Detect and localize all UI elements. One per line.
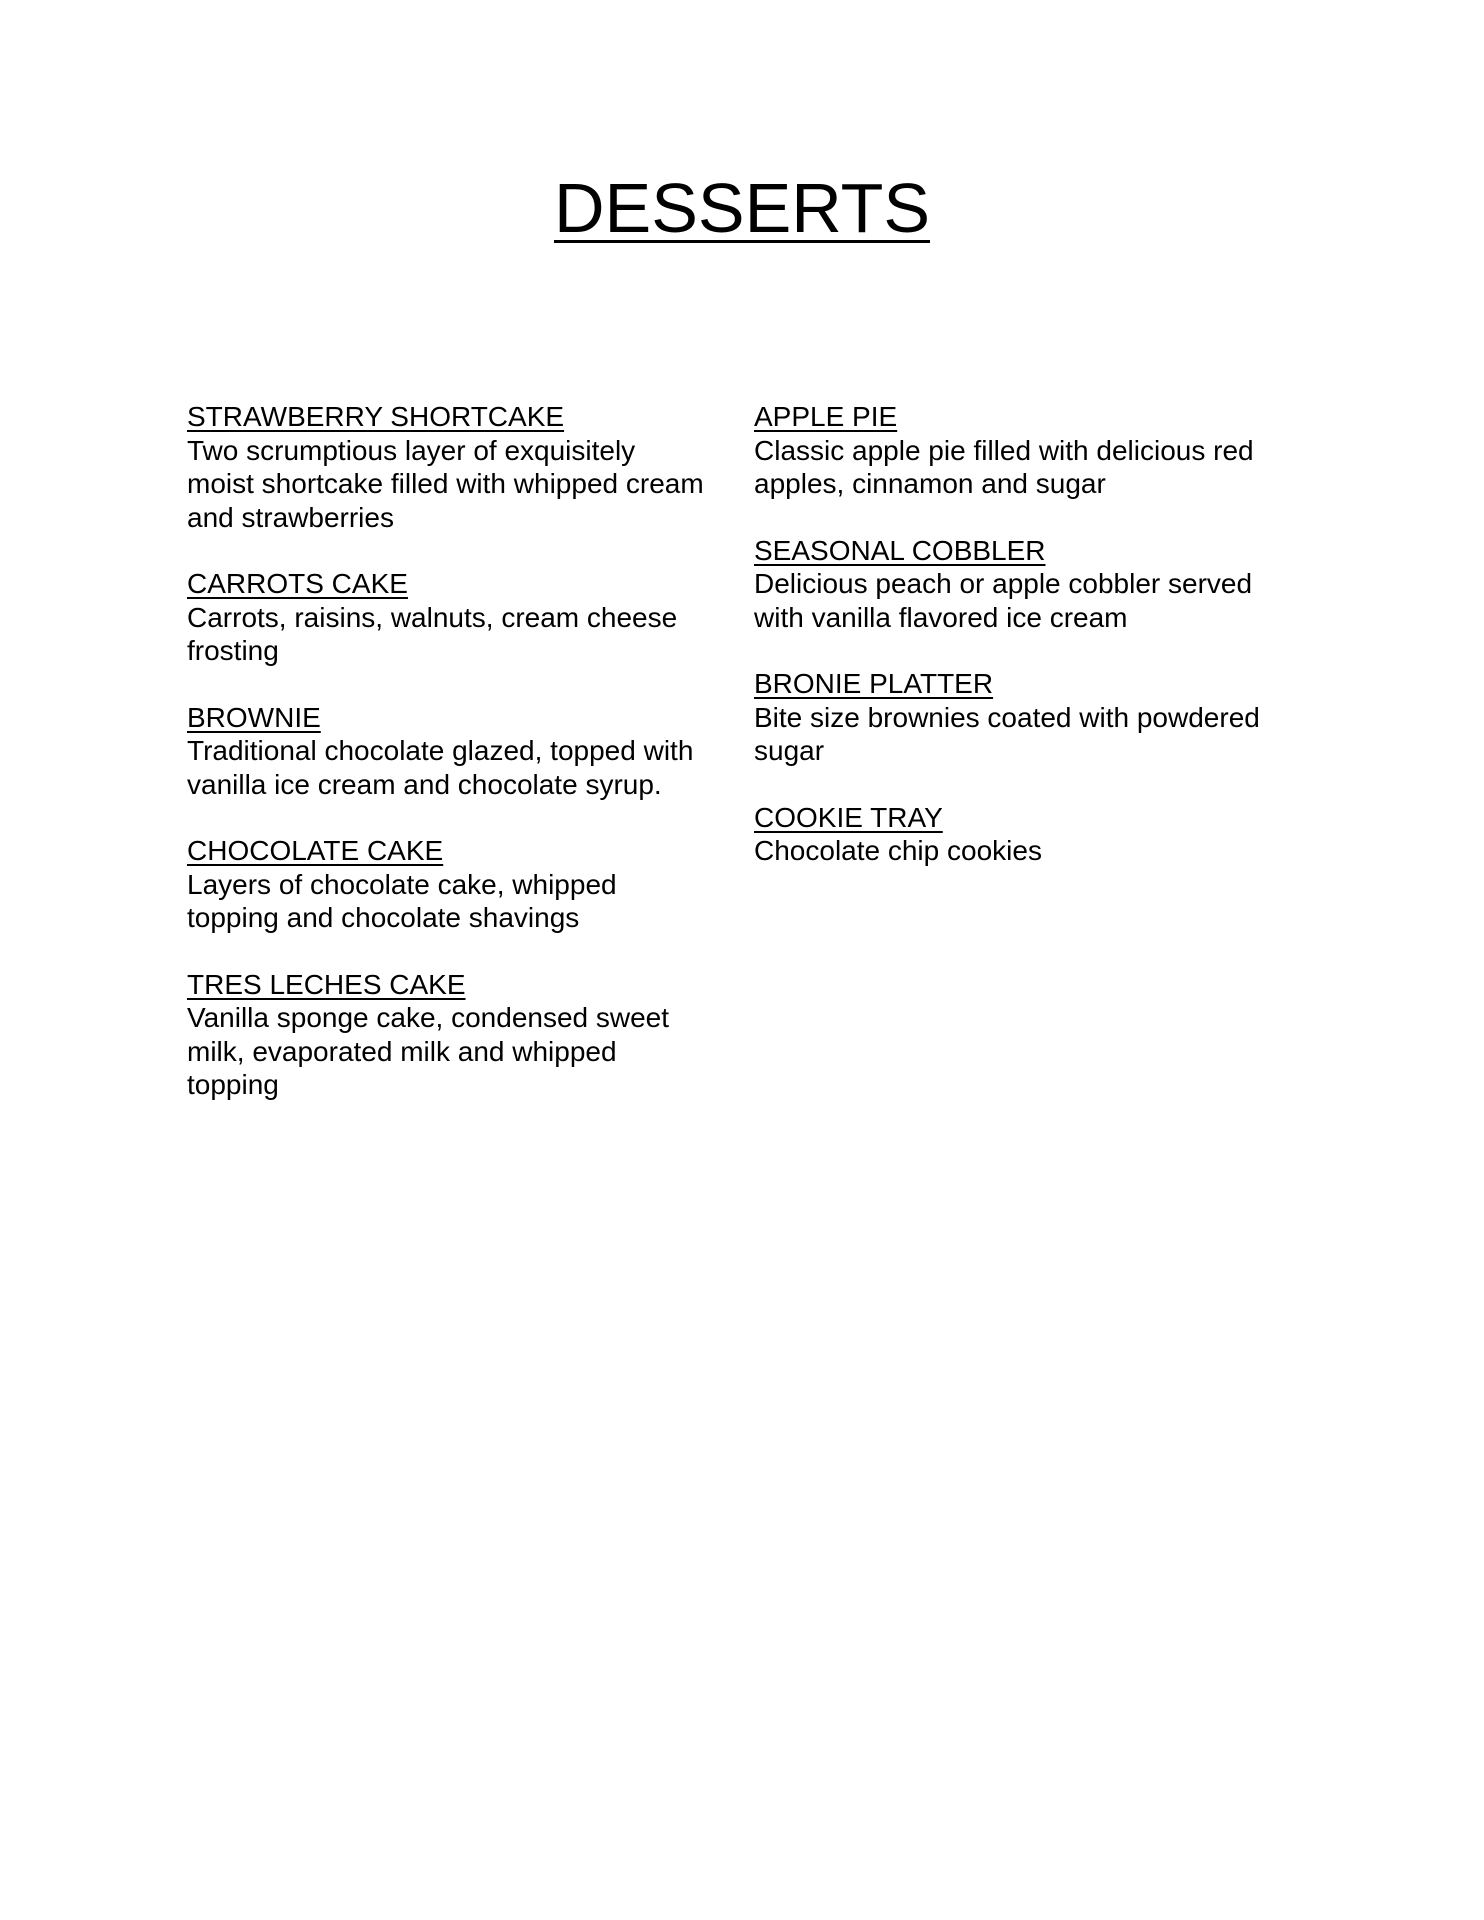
page-title-text: DESSERTS xyxy=(553,169,931,247)
menu-item xyxy=(187,567,737,668)
menu-item-desc-line: Two scrumptious layer of exquisitely xyxy=(187,434,636,466)
menu-item xyxy=(754,400,1304,501)
menu-item-desc-line: topping xyxy=(187,1069,279,1100)
menu-item-desc-line: Delicious peach or apple cobbler served xyxy=(754,568,1253,599)
menu-item-name: BROWNIE xyxy=(187,701,321,733)
menu-item-desc-line: Layers of chocolate cake, whipped xyxy=(187,868,617,900)
menu-item-desc-line: topping and chocolate shavings xyxy=(187,902,580,933)
menu-item-name: SEASONAL COBBLER xyxy=(754,534,1046,566)
menu-item xyxy=(754,801,1304,868)
menu-item-name: STRAWBERRY SHORTCAKE xyxy=(187,401,565,432)
menu-item-name: CARROTS CAKE xyxy=(187,568,408,599)
menu-item-desc-line: milk, evaporated milk and whipped xyxy=(187,1035,617,1067)
menu-item xyxy=(187,834,737,935)
menu-item-desc-line: Carrots, raisins, walnuts, cream cheese xyxy=(187,601,678,633)
menu-item xyxy=(754,667,1304,768)
menu-item-desc-line: Chocolate chip cookies xyxy=(754,835,1042,866)
menu-item xyxy=(187,701,737,802)
menu-item xyxy=(754,534,1304,635)
menu-item-name: APPLE PIE xyxy=(754,401,898,432)
menu-item-desc-line: apples, cinnamon and sugar xyxy=(754,468,1106,499)
menu-item-name: CHOCOLATE CAKE xyxy=(187,835,444,866)
menu-item-desc-line: frosting xyxy=(187,635,279,666)
menu-item-desc-line: sugar xyxy=(754,735,825,766)
menu-item xyxy=(187,968,737,1102)
menu-item-name: COOKIE TRAY xyxy=(754,801,943,833)
menu-item-name: BRONIE PLATTER xyxy=(754,668,994,699)
menu-column-left xyxy=(187,400,737,1135)
page-title xyxy=(0,168,1484,248)
menu-item-desc-line: Bite size brownies coated with powdered xyxy=(754,701,1260,733)
menu-item-desc-line: moist shortcake filled with whipped cream xyxy=(187,468,704,499)
menu-column-right xyxy=(754,400,1304,901)
menu-item-desc-line: Traditional chocolate glazed, topped with xyxy=(187,735,694,766)
menu-item-desc-line: Vanilla sponge cake, condensed sweet xyxy=(187,1002,670,1033)
menu-item-name: TRES LECHES CAKE xyxy=(187,968,466,1000)
menu-item-desc-line: and strawberries xyxy=(187,501,394,533)
menu-item-desc-line: Classic apple pie filled with delicious red xyxy=(754,434,1254,466)
menu-item-desc-line: vanilla ice cream and chocolate syrup. xyxy=(187,768,662,800)
menu-item-desc-line: with vanilla flavored ice cream xyxy=(754,601,1128,633)
menu-item xyxy=(187,400,737,534)
